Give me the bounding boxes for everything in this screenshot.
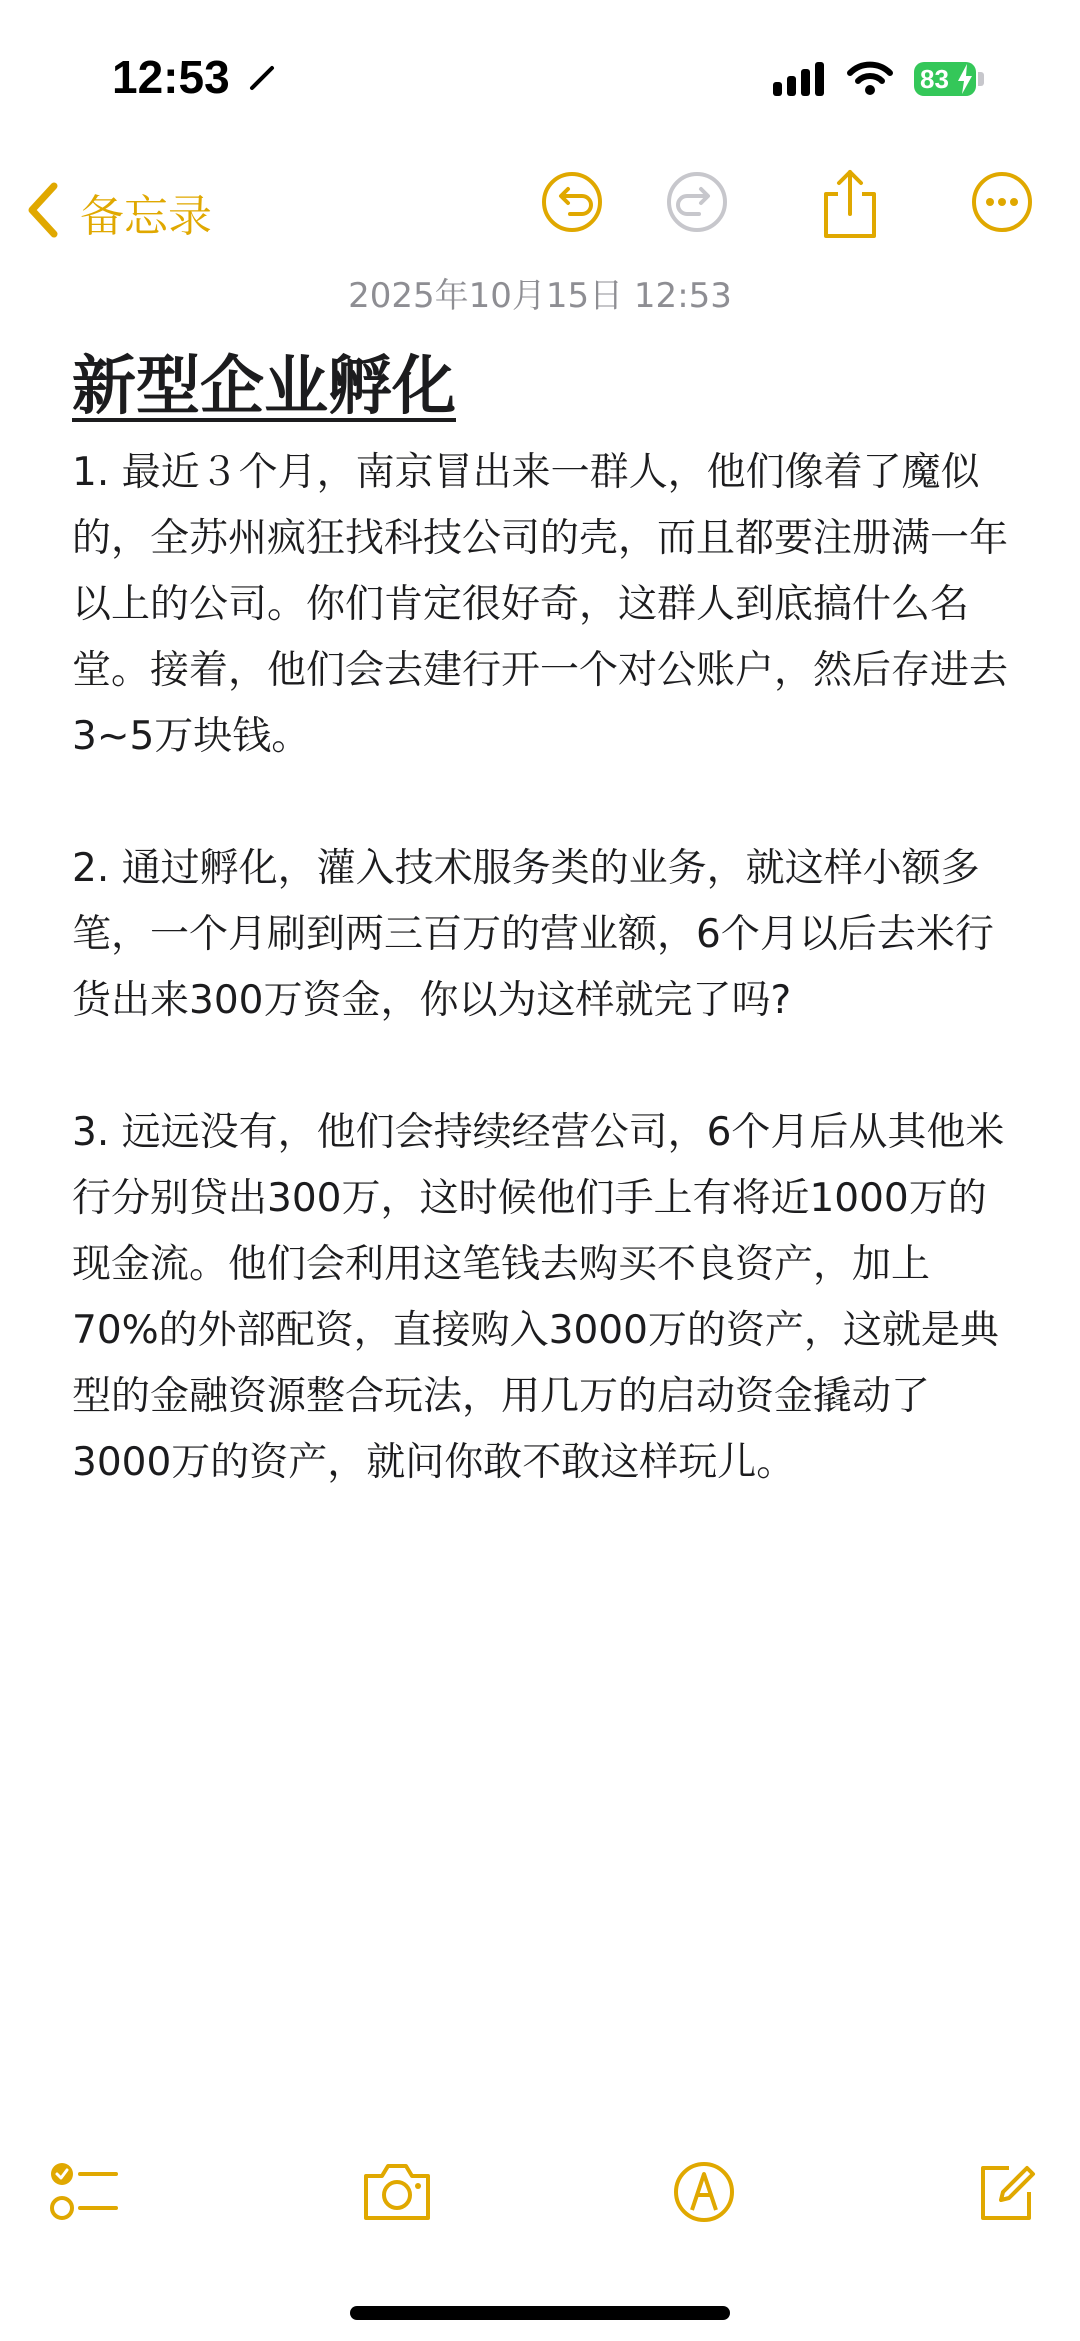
battery-cap	[978, 72, 984, 86]
battery-level: 83	[920, 63, 949, 94]
camera-icon[interactable]	[360, 2160, 434, 2228]
checklist-icon[interactable]	[50, 2160, 120, 2228]
pen-icon	[248, 62, 278, 96]
wifi-icon	[846, 60, 894, 100]
back-button[interactable]: 备忘录	[80, 191, 212, 242]
note-paragraph: 3. 远远没有，他们会持续经营公司，6个月后从其他米行分别贷出300万，这时候他们手上有将近1000万的现金流。他们会利用这笔钱去购买不良资产，加上70%的外部配资，直接购入3000万的资产，这就是典型的金融资源整合玩法，用几万的启动资金撬动了3000万的资产，就问你敢不敢这样玩儿。	[72, 1110, 1005, 1485]
home-indicator[interactable]	[350, 2306, 730, 2320]
undo-icon[interactable]	[540, 170, 604, 238]
status-bar	[0, 0, 1080, 150]
note-paragraph: 1. 最近３个月，南京冒出来一群人，他们像着了魔似的，全苏州疯狂找科技公司的壳，而且都要注册满一年以上的公司。你们肯定很好奇，这群人到底搞什么名堂。接着，他们会去建行开一个对公账户，然后存进去3~5万块钱。	[72, 450, 1009, 759]
note-date: 2025年10月15日 12:53	[348, 276, 732, 316]
redo-icon[interactable]	[665, 170, 729, 238]
note-body[interactable]	[72, 440, 1012, 1562]
share-icon[interactable]	[820, 168, 880, 244]
compose-icon[interactable]	[975, 2160, 1039, 2228]
signal-icon	[773, 62, 829, 100]
markup-icon[interactable]	[672, 2160, 736, 2228]
more-icon[interactable]	[970, 170, 1034, 238]
chevron-left-icon[interactable]	[22, 180, 62, 244]
charging-bolt-icon	[956, 64, 974, 98]
note-paragraph: 2. 通过孵化，灌入技术服务类的业务，就这样小额多笔，一个月刷到两三百万的营业额，6个月以后去米行货出来300万资金，你以为这样就完了吗?	[72, 846, 994, 1023]
status-time: 12:53	[112, 51, 230, 103]
note-title[interactable]: 新型企业孵化	[72, 350, 456, 424]
